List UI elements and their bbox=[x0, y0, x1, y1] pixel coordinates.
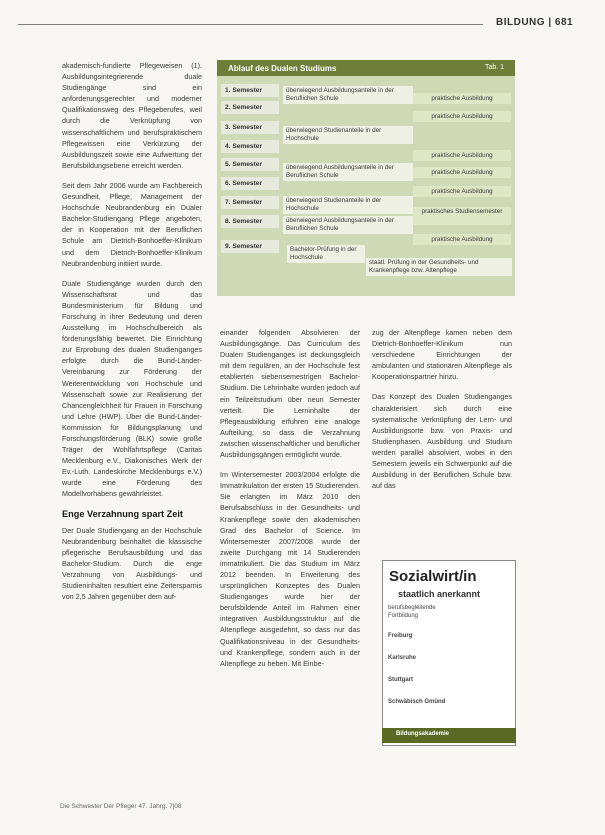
ad-line: berufsbegleitende bbox=[388, 605, 436, 611]
practice-cell: praktische Ausbildung bbox=[413, 93, 511, 104]
middle-column bbox=[220, 327, 360, 678]
semester-5: 5. Semester bbox=[221, 158, 279, 171]
phase-description: überwiegend Ausbildungsanteile in der Beruflichen Schule bbox=[283, 163, 413, 181]
practice-cell: praktische Ausbildung bbox=[413, 111, 511, 122]
paragraph: akademisch-fundierte Pflegeweisen (1). Ausbildungsintegrierende duale Studiengänge sind ein anforderungsgerechter und moderner Qualifikationsweg des Pflegeberufes, weil durch die Verknüpfung von wissenschaftlichem und berufspraktischem Pflegewissen eine Verkürzung der Ausbildungszeit sowie eine Aufwertung der Berufsbildungsebene erreicht werden. bbox=[62, 61, 202, 170]
table-label: Tab. 1 bbox=[485, 64, 505, 71]
semester-4: 4. Semester bbox=[221, 140, 279, 153]
ad-location: Karlsruhe bbox=[388, 655, 417, 661]
ad-location: Freiburg bbox=[388, 633, 413, 639]
section-heading: Enge Verzahnung spart Zeit bbox=[62, 508, 183, 519]
phase-description: überwiegend Studienanteile in der Hochschule bbox=[283, 126, 413, 144]
phase-description: überwiegend Ausbildungsanteile in der Beruflichen Schule bbox=[283, 86, 413, 104]
paragraph: Im Wintersemester 2003/2004 erfolgte die Immatrikulation der ersten 15 Studierenden. Sie erlangten im März 2010 den Berufsabschluss in der Gesundheits- und Krankenpflege sowie den akademischen Grad des Bachelor of Science. Im Wintersemester 2007/2008 wurde der zweite Durchgang mit 14 Studierenden immatrikuliert. Die das Studium im März 2012 beenden. In Erweiterung des ursprünglichen Konzeptes des Dualen Studienganges wurde hier der berufsbildende Anteil im Rahmen einer integrativen Ausbildungsstruktur auf die Altenpflege ausgedehnt, so dass nur das Qualifikationsniveau in der Gesundheits- und Krankenpflege, sondern auch in der Altenpflege zu heben. Mit Einbe- bbox=[220, 470, 360, 668]
ad-brand: Bildungsakademie bbox=[396, 731, 450, 737]
phase-description: staatl. Prüfung in der Gesundheits- und Krankenpflege bzw. Altenpflege bbox=[366, 258, 512, 276]
paragraph: Der Duale Studiengang an der Hochschule Neubrandenburg beinhaltet die klassische pflegerische Berufsausbildung und das Bachelor-Studium. Durch die enge Verzahnung von Ausbildungs- und Studieninhalten resultiert eine Zeitersparnis von 2,5 Jahren gegenüber dem auf- bbox=[62, 525, 202, 602]
phase-description: überwiegend Ausbildungsanteile in der Beruflichen Schule bbox=[283, 216, 413, 234]
semester-3: 3. Semester bbox=[221, 121, 279, 134]
semester-2: 2. Semester bbox=[221, 101, 279, 114]
semester-1: 1. Semester bbox=[221, 84, 279, 97]
paragraph: Seit dem Jahr 2006 wurde am Fachbereich Gesundheit, Pflege, Management der Hochschule Neubrandenburg ein Dualer Bachelor-Studiengang Pflege angeboten, der in Kooperation mit der Beruflichen Schule am Dietrich-Bonhoeffer-Klinikum und dem Dietrich-Bonhoeffer-Klinikum Neubrandenburg initiiert wurde. bbox=[62, 180, 202, 268]
practice-cell: praktische Ausbildung bbox=[413, 167, 511, 178]
practice-cell: praktische Ausbildung bbox=[413, 186, 511, 197]
paragraph: zug der Altenpflege kamen neben dem Dietrich-Bonhoeffer-Klinikum nun verschiedene Einrichtungen der ambulanten und stationären Altenpflege als Kooperationspartner hinzu. bbox=[372, 328, 512, 382]
practice-cell: praktische Ausbildung bbox=[413, 150, 511, 161]
paragraph: Duale Studiengänge wurden durch den Wissenschaftsrat und das Bundesministerium für Bildung und Forschung in ihrer Bedeutung und deren Ausstellung im Hochschulbereich als förderungsfähig bewertet. Die Einrichtung zur Erprobung des dualen Studienganges erfolgte durch die Bund-Länder-Vereinbarung zur Förderung der Weiterentwicklung von Hochschule und Wissenschaft sowie zur Realisierung der Chancengleichheit für Frauen in Forschung und Lehre (HWP). Über die Bund-Länder-Kommission für Bildungsplanung und Forschungsförderung (BLK) sowie große Träger der Wohlfahrtspflege (Caritas Mecklenburg e.V., Diakonisches Werk der Ev.-Luth. Landeskirche Mecklenburgs e.V.) wurde eine Förderung des Modellvorhabens gewährleistet. bbox=[62, 278, 202, 499]
ad-subtitle: staatlich anerkannt bbox=[398, 589, 481, 599]
left-column bbox=[62, 60, 202, 611]
paragraph: einander folgenden Absolvieren der Ausbildungsgänge. Das Curriculum des Dualen Studienganges ist deckungsgleich mit dem regulären, an der Hochschule fest etablierten siebensemestrigen Bachelor-Studium. Die Lehrinhalte wurden jedoch auf ein Teilzeitstudium über neun Semester verteilt. Die Lerninhalte der Pflegeausbildung erfuhren eine analoge Aufteilung, so dass die Verzahnung zwischen wissenschaftlicher und beruflicher Ausbildungsgängen ermöglicht wurde. bbox=[220, 328, 360, 460]
semester-7: 7. Semester bbox=[221, 196, 279, 209]
semester-8: 8. Semester bbox=[221, 215, 279, 228]
ad-title: Sozialwirt/in bbox=[389, 568, 477, 585]
table-title: Ablauf des Dualen Studiums bbox=[228, 64, 337, 73]
header-rule bbox=[18, 24, 483, 25]
semester-9: 9. Semester bbox=[221, 240, 279, 253]
practice-cell: praktische Ausbildung bbox=[413, 234, 511, 245]
ad-location: Stuttgart bbox=[388, 677, 413, 683]
ad-details bbox=[388, 604, 445, 706]
semester-6: 6. Semester bbox=[221, 177, 279, 190]
paragraph: Das Konzept des Dualen Studienganges charakterisiert sich durch eine systematische Verknüpfung der Lern- und Ausbildungsorte bzw. von Praxis- und Studienphasen. Ausbildung und Studium werden parallel absolviert, wobei in den Semestern jeweils ein Schwerpunkt auf die Ausbildung in der Beruflichen Schule bzw. auf das bbox=[372, 392, 512, 491]
section-title: BILDUNG | 681 bbox=[496, 17, 574, 28]
ad-line: Fortbildung bbox=[388, 613, 419, 619]
page-header bbox=[0, 0, 605, 40]
ad-location: Schwäbisch Gmünd bbox=[388, 699, 446, 705]
practice-cell: praktisches Studiensemester bbox=[413, 207, 511, 225]
right-column bbox=[372, 327, 512, 500]
phase-description: überwiegend Studienanteile in der Hochschule bbox=[283, 196, 413, 214]
page-footer: Die Schwester Der Pfleger 47. Jahrg. 7|08 bbox=[60, 803, 182, 810]
phase-description: Bachelor-Prüfung in der Hochschule bbox=[287, 245, 365, 263]
